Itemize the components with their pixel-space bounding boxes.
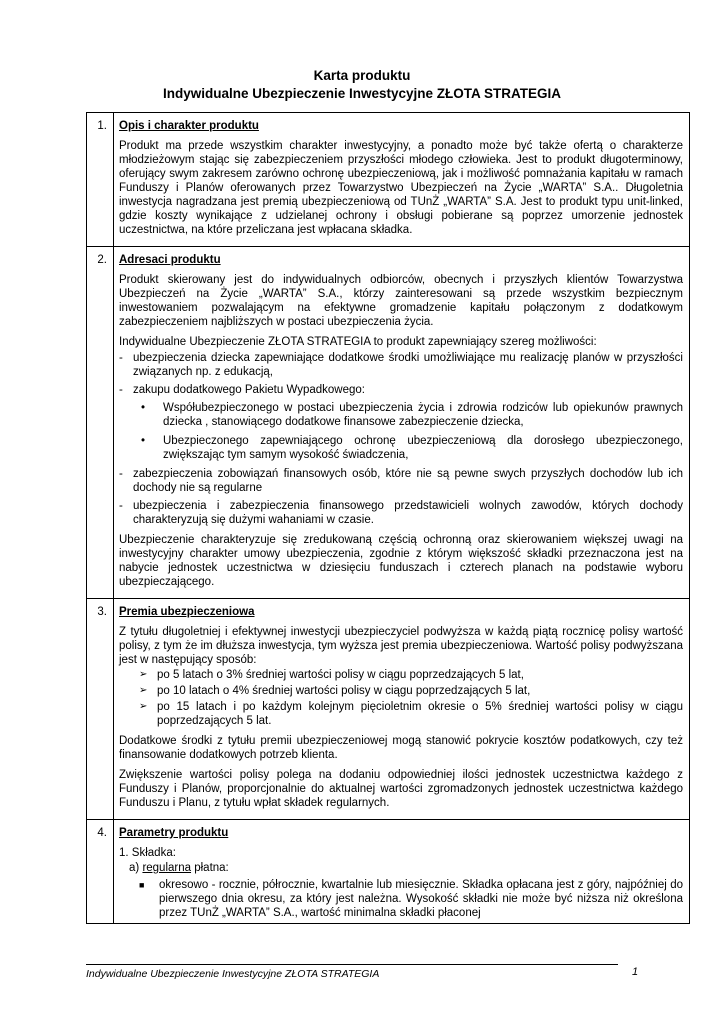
section-number: 4. (87, 820, 114, 924)
square-bullet-icon: ■ (139, 880, 145, 890)
list-item-text: ubezpieczenia dziecka zapewniające dodatkowe środki umożliwiające mu realizację planów w przyszłości związanych np. z edukacją, (133, 352, 683, 378)
paragraph: Produkt skierowany jest do indywidualnych odbiorców, obecnych i przyszłych klientów Towarzystwa Ubezpieczeń na Życie „WARTA” S.A., którzy zainteresowani są przede wszystkim bezpiecznym inwestowaniem pozwalającym na efektywne gromadzenie kapitału połączonym z dodatkowym zabezpieczeniem najbliższych w postaci ubezpieczenia życia. (119, 274, 683, 328)
section-content (114, 247, 690, 599)
section-number: 2. (87, 247, 114, 599)
list-item-text: okresowo - rocznie, półrocznie, kwartalnie lub miesięcznie. Składka opłacana jest z góry, najpóźniej do pierwszego dnia okresu, za który jest należna. Wysokość składki nie może być niższa niż określona przez TUnŻ „WARTA” S.A., wartość minimalna składki płaconej (159, 879, 683, 919)
paragraph: Zwiększenie wartości polisy polega na dodaniu odpowiedniej ilości jednostek uczestnictwa każdego z Funduszy i Planów, proporcjonalnie do aktualnej wartości zgromadzonych jednostek uczestnictwa każdego Funduszu i Planu, z tytułu wpłat składek regularnych. (119, 769, 683, 809)
sub-item-rest: płatna: (191, 862, 229, 874)
section-row-1 (87, 113, 690, 247)
footer-text: Indywidualne Ubezpieczenie Inwestycyjne ZŁOTA STRATEGIA (86, 968, 380, 980)
section-content (114, 113, 690, 247)
list-item-text: po 15 latach i po każdym kolejnym pięcioletnim okresie o 5% średniej wartości polisy w ciągu poprzedzających 5 lat. (157, 701, 683, 727)
section-row-3 (87, 599, 690, 820)
document-subtitle: Indywidualne Ubezpieczenie Inwestycyjne ZŁOTA STRATEGIA (162, 86, 562, 101)
bullet-marker: • (141, 402, 146, 414)
dash-list-item (119, 351, 683, 379)
arrow-bullet-icon: ➢ (139, 685, 148, 696)
paragraph: Indywidualne Ubezpieczenie ZŁOTA STRATEGIA to produkt zapewniający szereg możliwości: (119, 336, 597, 348)
section-content (114, 820, 690, 924)
arrow-bullet-icon: ➢ (139, 669, 148, 680)
dash-marker: - (119, 384, 123, 396)
dash-list-item (119, 383, 683, 397)
bullet-list-item (133, 434, 683, 462)
item-label: Składka: (131, 847, 176, 859)
paragraph: Z tytułu długoletniej i efektywnej inwestycji ubezpieczyciel podwyższa w każdą piątą rocznicę polisy wartość polisy, z tym że im dłuższa inwestycja, tym wyższa jest premia ubezpieczeniowa. Wartość polisy podwyższana jest w następujący sposób: (119, 626, 683, 666)
section-row-4 (87, 820, 690, 924)
bullet-list-item (133, 401, 683, 429)
sub-item (119, 861, 683, 875)
list-item-text: Współubezpieczonego w postaci ubezpieczenia życia i zdrowia rodziców lub opiekunów prawnych dziecka , stanowiącego dodatkowe finansowe zabezpieczenie dziecka, (163, 402, 683, 428)
section-title: Opis i charakter produktu (119, 120, 259, 132)
arrow-list-item (119, 668, 683, 682)
paragraph: Produkt ma przede wszystkim charakter inwestycyjny, a ponadto może być także ofertą o charakterze młodzieżowym stając się zabezpieczeniem przyszłości młodego człowieka. Jest to produkt długoterminowy, oferujący swym zakresem zarówno ochronę ubezpieczeniową, jak i możliwość pomnażania kapitału w ramach Funduszy i Planów oferowanych przez Towarzystwo Ubezpieczeń na Życie „WARTA” S.A.. Długoletnia inwestycja nagradzana jest premią ubezpieczeniową od TUnŻ „WARTA” S.A. Jest to produkt typu unit-linked, gdzie koszty wynikające z udzielanej ochrony i obsługi pobierane są poprzez umorzenie jednostek uczestnictwa, na które przeliczana jest wpłacana składka. (119, 140, 683, 236)
sub-item-letter: a) (129, 862, 140, 874)
list-item-text: po 5 latach o 3% średniej wartości polisy w ciągu poprzedzających 5 lat, (157, 669, 524, 681)
paragraph: Ubezpieczenie charakteryzuje się zredukowaną częścią ochronną oraz skierowaniem większej uwagi na inwestycyjny charakter umowy ubezpieczenia, zgodnie z którym większość składki przeznaczona jest na nabycie jednostek uczestnictwa w dziesięciu funduszach i czterech planach na podstawie wyboru ubezpieczającego. (119, 534, 683, 588)
sub-item-underlined: regularna (142, 862, 192, 874)
bullet-marker: • (141, 435, 146, 447)
arrow-list-item (119, 700, 683, 728)
list-item-text: Ubezpieczonego zapewniającego ochronę ubezpieczeniową dla dorosłego ubezpieczonego, zwiększając tym samym wysokość świadczenia, (163, 435, 683, 461)
section-row-2 (87, 247, 690, 599)
dash-marker: - (119, 500, 123, 512)
section-number: 1. (87, 113, 114, 247)
square-list-item (119, 878, 683, 920)
item-number: 1. (119, 847, 129, 859)
dash-marker: - (119, 352, 123, 364)
section-title: Premia ubezpieczeniowa (119, 606, 255, 618)
arrow-bullet-icon: ➢ (139, 701, 148, 712)
document-title: Karta produktu (313, 68, 411, 83)
footer-divider (86, 964, 618, 965)
dash-list-item (119, 467, 683, 495)
product-card-table (86, 112, 690, 924)
dash-list-item (119, 499, 683, 527)
dash-marker: - (119, 468, 123, 480)
paragraph: Dodatkowe środki z tytułu premii ubezpieczeniowej mogą stanowić pokrycie kosztów podatkowych, czy też finansowanie dodatkowych potrzeb klienta. (119, 735, 683, 761)
section-title: Adresaci produktu (119, 254, 221, 266)
arrow-list-item (119, 684, 683, 698)
section-number: 3. (87, 599, 114, 820)
section-content (114, 599, 690, 820)
list-item-text: po 10 latach o 4% średniej wartości polisy w ciągu poprzedzających 5 lat, (157, 685, 531, 697)
parameter-item (119, 846, 683, 860)
section-title: Parametry produktu (119, 827, 229, 839)
list-item-text: zakupu dodatkowego Pakietu Wypadkowego: (133, 384, 365, 396)
page-number: 1 (632, 966, 639, 978)
list-item-text: zabezpieczenia zobowiązań finansowych osób, które nie są pewne swych przyszłych dochodów lub ich dochody nie są regularne (133, 468, 683, 494)
list-item-text: ubezpieczenia i zabezpieczenia finansowego przedstawicieli wolnych zawodów, których dochody charakteryzują się dużymi wahaniami w czasie. (133, 500, 683, 526)
